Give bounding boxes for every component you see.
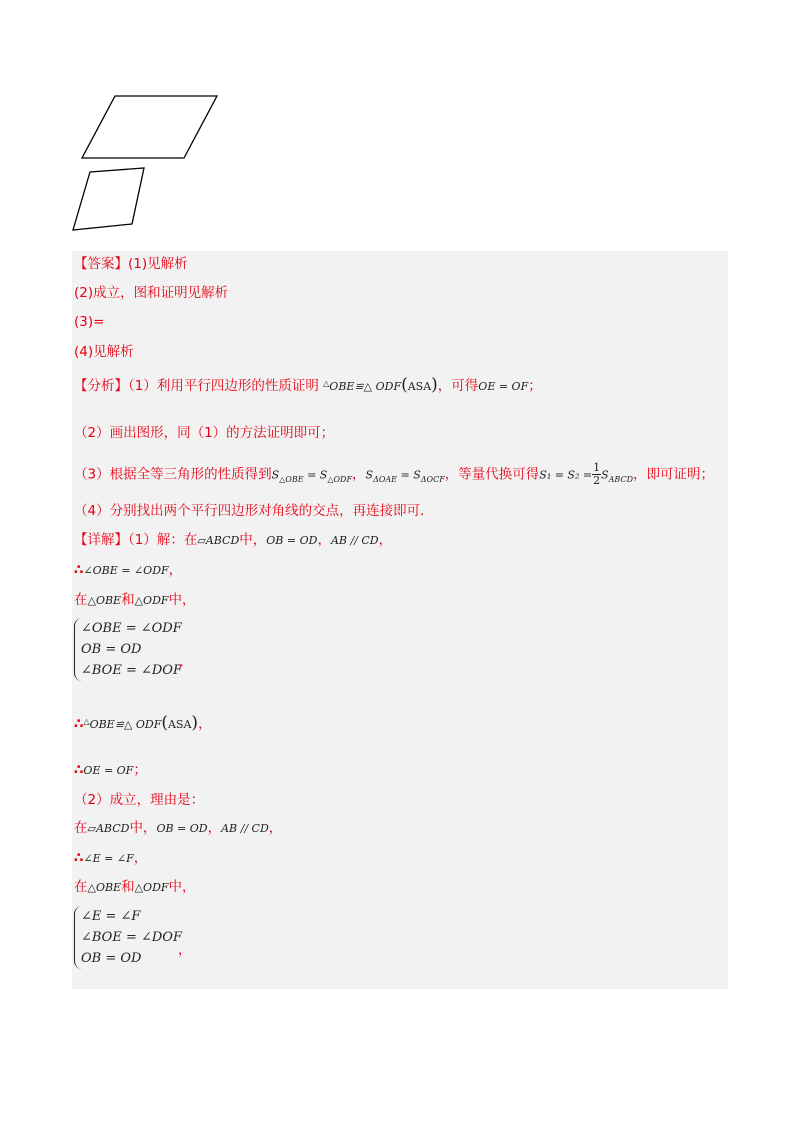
detail-l4-end: ，	[198, 716, 212, 732]
detail-l2-math: ∠OBE = ∠ODF	[83, 564, 169, 577]
detail-l1-mid: 中，	[239, 532, 267, 548]
detail-l7-math3: AB // CD	[221, 822, 269, 835]
detail-l3-and: 和	[121, 592, 135, 608]
system2-row-2: ∠BOE = ∠DOF	[81, 930, 182, 945]
therefore-symbol: ∴	[74, 762, 84, 778]
detail-line-4: ∴△OBE≌△ ODF(ASA)，	[74, 713, 212, 733]
detail-line-3	[74, 590, 196, 611]
detail-l5-end: ；	[133, 762, 147, 778]
detail-line-7	[74, 818, 282, 839]
analysis-p3-sub-abcd: ABCD	[608, 475, 633, 485]
answer-2: (2)成立，图和证明见解析	[74, 285, 229, 301]
detail-line-8	[74, 848, 147, 869]
detail-l8-math: ∠E = ∠F	[83, 852, 134, 865]
detail-l2-end: ，	[168, 562, 183, 578]
detail-l8-end: ，	[133, 850, 148, 866]
detail-l9-math: △OBE	[87, 881, 122, 894]
therefore-symbol: ∴	[74, 716, 84, 732]
system2-end-comma: ，	[178, 942, 192, 958]
answer-4: (4)见解析	[74, 344, 134, 360]
system2-row-1: ∠E = ∠F	[81, 909, 141, 924]
detail-l9-text: 在	[74, 879, 88, 895]
detail-l7-end: ，	[268, 820, 283, 836]
detail-line-9	[74, 877, 196, 898]
detail-l1-math2: OB = OD	[266, 534, 318, 547]
answer-3: (3)=	[74, 314, 105, 330]
detail-l9-math2: △ODF	[134, 881, 169, 894]
analysis-line-4	[74, 501, 434, 521]
therefore-symbol: ∴	[74, 562, 84, 578]
detail-l7-math2: OB = OD	[156, 822, 208, 835]
answer-line-4	[74, 342, 134, 362]
system1-row-2: OB = OD	[81, 642, 142, 657]
analysis-p3-sub2: △ODF	[327, 475, 353, 485]
analysis-p4: （4）分别找出两个平行四边形对角线的交点，再连接即可．	[74, 503, 434, 519]
analysis-p3-text2: ，等量代换可得	[444, 466, 540, 483]
detail-l1-sep: ，	[317, 532, 331, 548]
detail-line-5	[74, 760, 147, 781]
analysis-p3-comma: ，	[352, 466, 366, 483]
analysis-label: 【分析】	[74, 378, 128, 394]
analysis-p1-asa: ASA	[407, 380, 432, 393]
analysis-p3-text: （3）根据全等三角形的性质得到	[74, 466, 272, 483]
parallelogram-large	[82, 96, 217, 158]
answer-line-2	[74, 283, 228, 303]
parallelogram-small	[73, 168, 144, 230]
detail-l1-text: （1）解：在	[128, 532, 198, 548]
analysis-p3-eq2: = S	[397, 468, 421, 482]
detail-l3-end: 中，	[168, 592, 196, 608]
analysis-p2: （2）画出图形，同（1）的方法证明即可；	[74, 425, 335, 441]
analysis-p3-sub3: ΔOAE	[373, 475, 398, 485]
analysis-p3-s1: S	[271, 468, 280, 482]
frac-den: 2	[593, 474, 601, 487]
system2-end	[178, 940, 192, 960]
detail-l7-math: ▱ABCD	[87, 822, 130, 835]
detail-line-6	[74, 790, 204, 810]
detail-l4-asa: ASA	[167, 718, 192, 731]
detail-line-1	[74, 530, 392, 551]
analysis-p1-math: OBE≌△ ODF	[329, 380, 402, 393]
analysis-line-1: 【分析】（1）利用平行四边形的性质证明 △OBE≌△ ODF(ASA)，可得OE = OF；	[74, 375, 542, 395]
detail-l9-end: 中，	[168, 879, 196, 895]
analysis-p1-text2: ，可得	[437, 378, 479, 394]
detail-l3-text: 在	[74, 592, 88, 608]
analysis-p3-sub1: △OBE	[279, 475, 304, 485]
analysis-p3-end: ，即可证明；	[633, 466, 714, 483]
detail-l7-sep: ，	[207, 820, 222, 836]
system1-row-3: ∠BOE = ∠DOF	[81, 663, 182, 678]
detail-l7-mid: 中，	[129, 820, 157, 836]
equation-system-2	[74, 906, 182, 969]
answer-line-3	[74, 312, 104, 332]
analysis-p3-s3: S	[365, 468, 374, 482]
answer-label: 【答案】	[74, 256, 128, 272]
detail-l1-math: ▱ABCD	[197, 534, 240, 547]
detail-l1-math3: AB // CD	[330, 534, 379, 547]
system1-end-comma: ，	[178, 654, 192, 670]
therefore-symbol: ∴	[74, 850, 84, 866]
detail-l4-math: OBE≌△ ODF	[89, 718, 162, 731]
half-fraction	[592, 462, 601, 487]
answer-1: (1)见解析	[128, 256, 188, 272]
analysis-p1-end: ；	[528, 378, 542, 394]
detail-l3-math2: △ODF	[134, 594, 169, 607]
detail-label: 【详解】	[74, 532, 128, 548]
system1-row-1: ∠OBE = ∠ODF	[81, 621, 182, 636]
detail-line-2	[74, 560, 182, 581]
detail-l3-math: △OBE	[87, 594, 122, 607]
analysis-line-2	[74, 423, 334, 443]
detail-l9-and: 和	[121, 879, 135, 895]
answer-line-1	[74, 254, 188, 274]
analysis-p3-s-abcd: S	[601, 468, 609, 482]
analysis-p1-text: （1）利用平行四边形的性质证明	[128, 378, 319, 394]
analysis-p1-math2: OE = OF	[478, 380, 529, 393]
system2-row-3: OB = OD	[81, 951, 142, 966]
parallelogram-figures	[60, 84, 240, 244]
frac-num: 1	[593, 461, 601, 474]
detail-l1-end: ，	[378, 532, 393, 548]
detail-l7-text: 在	[74, 820, 88, 836]
analysis-p3-eq1: = S	[303, 468, 328, 482]
detail-l6: （2）成立，理由是：	[74, 792, 205, 808]
equation-system-1	[74, 618, 182, 681]
detail-l5-math: OE = OF	[83, 764, 134, 777]
system1-end	[178, 652, 192, 672]
analysis-p3-sub4: ΔOCF	[420, 475, 445, 485]
analysis-p3-math3: S₁ = S₂ =	[539, 468, 593, 482]
analysis-line-3	[74, 462, 714, 490]
